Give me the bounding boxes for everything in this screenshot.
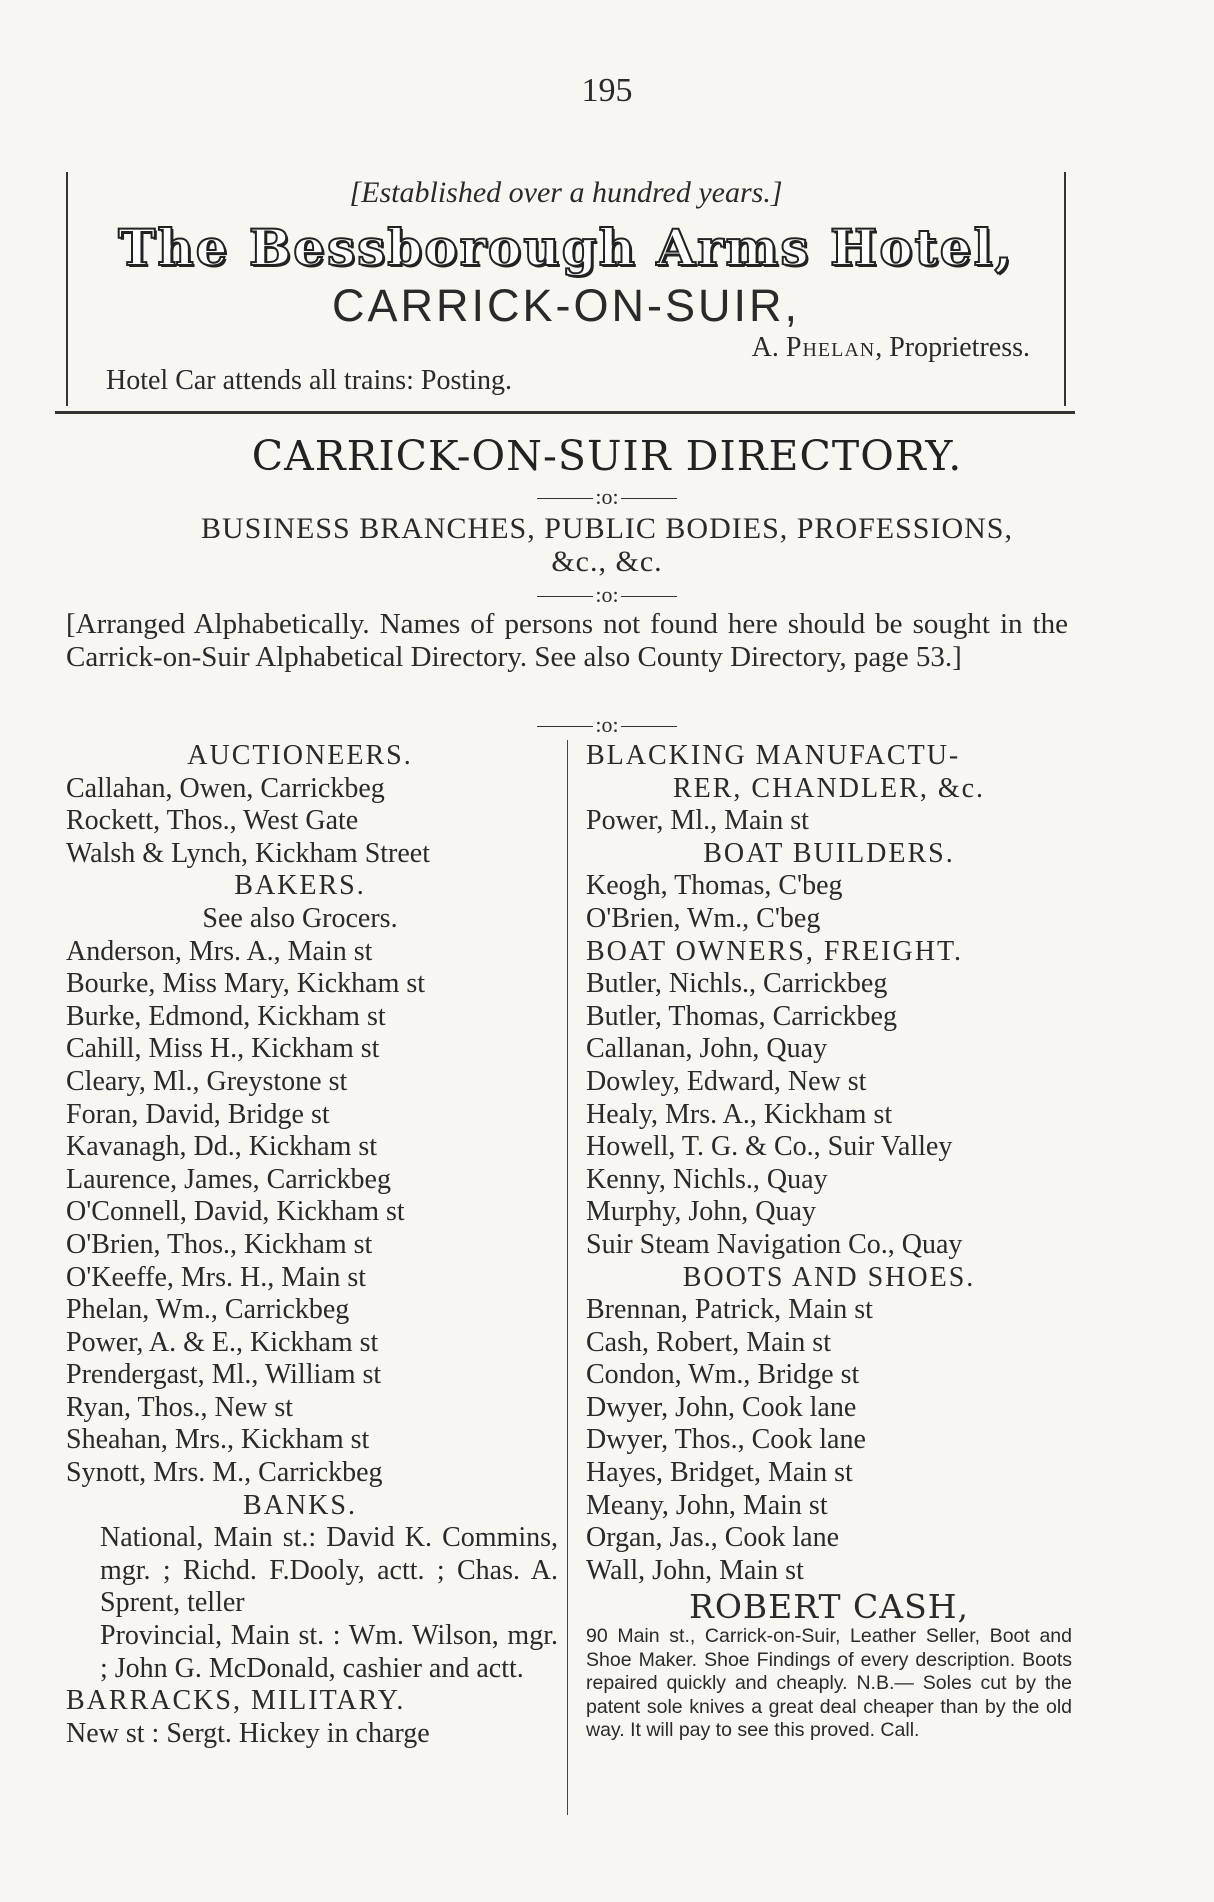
section-note: See also Grocers. <box>202 902 398 934</box>
bank-entry-national <box>66 1522 558 1620</box>
left-column <box>66 740 558 1750</box>
list-item: Synott, Mrs. M., Carrickbeg <box>66 1457 383 1489</box>
section-heading: BARRACKS, MILITARY. <box>66 1685 406 1717</box>
list-item: Power, A. & E., Kickham st <box>66 1326 379 1358</box>
list-item: Rockett, Thos., West Gate <box>66 805 359 837</box>
list-item: Laurence, James, Carrickbeg <box>66 1163 391 1195</box>
separator-mark: :o: <box>595 582 619 607</box>
list-item: Bourke, Miss Mary, Kickham st <box>66 968 426 1000</box>
list-item: Burke, Edmond, Kickham st <box>66 1000 386 1032</box>
list-item: Murphy, John, Quay <box>586 1196 816 1228</box>
hotel-advert <box>66 172 1066 406</box>
subtitle-line2: &c., &c. <box>551 545 663 578</box>
list-item: Foran, David, Bridge st <box>66 1098 330 1130</box>
list-item: Hayes, Bridget, Main st <box>586 1457 853 1489</box>
advert-town: CARRICK-ON-SUIR, <box>331 280 800 331</box>
advert-bottom-rule <box>55 411 1075 414</box>
list-item: Meany, John, Main st <box>586 1489 828 1521</box>
separator-mark: :o: <box>595 484 619 509</box>
list-item: O'Brien, Thos., Kickham st <box>66 1228 373 1260</box>
list-item: Anderson, Mrs. A., Main st <box>66 935 373 967</box>
list-item: Power, Ml., Main st <box>586 805 809 837</box>
subtitle-line1: BUSINESS BRANCHES, PUBLIC BODIES, PROFESSIONS, <box>200 512 1013 545</box>
list-item: Dwyer, Thos., Cook lane <box>586 1424 866 1456</box>
directory-title: CARRICK-ON-SUIR DIRECTORY. <box>251 432 963 480</box>
list-item: Cahill, Miss H., Kickham st <box>66 1033 380 1065</box>
list-item: O'Brien, Wm., C'beg <box>586 902 821 934</box>
advert-proprietor <box>752 332 1030 364</box>
list-item: Butler, Nichls., Carrickbeg <box>586 968 888 1000</box>
section-heading: BLACKING MANUFACTU- <box>586 740 961 771</box>
list-item: Healy, Mrs. A., Kickham st <box>586 1098 893 1130</box>
list-item: Brennan, Patrick, Main st <box>586 1294 873 1326</box>
advert-car-note: Hotel Car attends all trains: Posting. <box>106 365 512 396</box>
section-heading: BOAT OWNERS, FREIGHT. <box>586 935 963 967</box>
list-item: O'Connell, David, Kickham st <box>66 1196 405 1228</box>
separator <box>0 582 1214 608</box>
right-column <box>586 740 1072 1743</box>
list-item: Keogh, Thomas, C'beg <box>586 870 843 902</box>
list-item: Prendergast, Ml., William st <box>66 1359 382 1391</box>
robert-cash-ad-body: 90 Main st., Carrick-on-Suir, Leather Seller, Boot and Shoe Maker. Shoe Findings of every description. Boots repaired quickly and cheaply. N.B.— Soles cut by the patent sole knives a great deal cheaper than by the old way. It will pay to see this proved. Call. <box>586 1625 1072 1742</box>
list-item: Kavanagh, Dd., Kickham st <box>66 1131 378 1163</box>
list-item: Condon, Wm., Bridge st <box>586 1359 860 1391</box>
section-heading: BOAT BUILDERS. <box>703 837 955 869</box>
section-heading-cont: RER, CHANDLER, &c. <box>672 772 986 804</box>
list-item: Dowley, Edward, New st <box>586 1065 867 1097</box>
list-item: Ryan, Thos., New st <box>66 1391 294 1423</box>
advert-established: [Established over a hundred years.] <box>349 176 783 209</box>
list-item: Dwyer, John, Cook lane <box>586 1391 857 1423</box>
list-item: Callanan, John, Quay <box>586 1033 828 1065</box>
section-heading: BOOTS AND SHOES. <box>682 1261 976 1293</box>
bank-provincial-text: Provincial, Main st. : Wm. Wilson, mgr. ; John G. McDonald, cashier and actt. <box>100 1620 558 1684</box>
list-item: Callahan, Owen, Carrickbeg <box>66 772 385 804</box>
list-item: Sheahan, Mrs., Kickham st <box>66 1424 370 1456</box>
bank-entry-provincial <box>66 1620 558 1685</box>
list-item: Phelan, Wm., Carrickbeg <box>66 1294 350 1326</box>
proprietor-initial: A. <box>751 332 786 363</box>
separator <box>0 712 1214 738</box>
bank-national-text: National, Main st.: David K. Commins, mgr. ; Richd. F.Dooly, actt. ; Chas. A. Sprent, teller <box>100 1522 558 1619</box>
list-item: O'Keeffe, Mrs. H., Main st <box>66 1261 367 1293</box>
section-heading: BANKS. <box>243 1489 357 1521</box>
proprietor-suffix: , Proprietress. <box>875 332 1030 363</box>
list-item: Suir Steam Navigation Co., Quay <box>586 1228 963 1260</box>
separator <box>0 484 1214 510</box>
list-item: Butler, Thomas, Carrickbeg <box>586 1000 897 1032</box>
hotel-name: The Bessborough Arms Hotel, <box>118 218 1014 277</box>
list-item: Cleary, Ml., Greystone st <box>66 1065 348 1097</box>
list-item: Cash, Robert, Main st <box>586 1326 831 1358</box>
list-item: Howell, T. G. & Co., Suir Valley <box>586 1131 953 1163</box>
section-heading: BAKERS. <box>234 870 366 902</box>
column-divider <box>567 740 568 1815</box>
directory-note: [Arranged Alphabetically. Names of persons not found here should be sought in the Carrick-on-Suir Alphabetical Directory. See also County Directory, page 53.] <box>66 608 1068 673</box>
list-item: New st : Sergt. Hickey in charge <box>66 1717 430 1749</box>
section-heading: AUCTIONEERS. <box>187 740 413 771</box>
proprietor-name: Phelan <box>785 332 876 363</box>
separator-mark: :o: <box>595 712 619 737</box>
robert-cash-ad-title: ROBERT CASH, <box>689 1587 969 1627</box>
list-item: Kenny, Nichls., Quay <box>586 1163 828 1195</box>
list-item: Walsh & Lynch, Kickham Street <box>66 837 430 869</box>
list-item: Wall, John, Main st <box>586 1554 804 1586</box>
list-item: Organ, Jas., Cook lane <box>586 1522 839 1554</box>
page-number: 195 <box>581 72 633 109</box>
